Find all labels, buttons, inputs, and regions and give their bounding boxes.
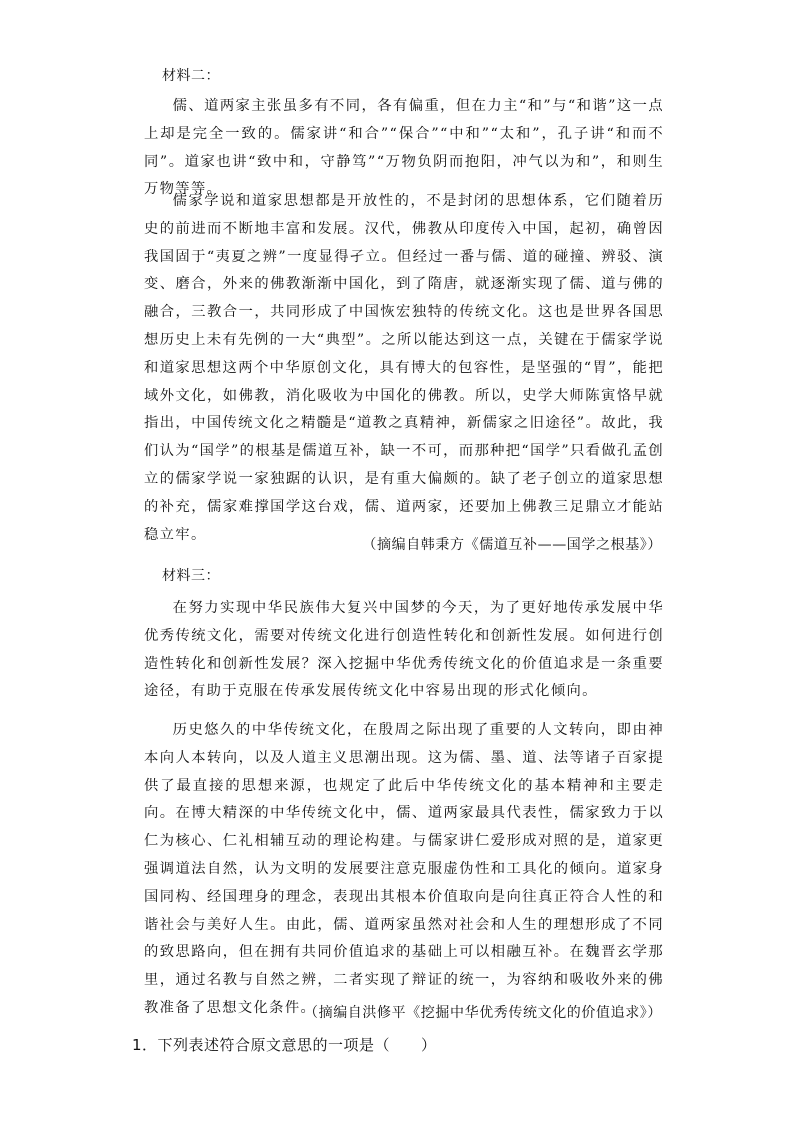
material-2-source: （摘编自韩秉方《儒道互补——国学之根基》） [362,537,662,553]
material-3-paragraph-1: 在努力实现中华民族伟大复兴中国梦的今天，为了更好地传承发展中华优秀传统文化，需要对传统文化进行创造性转化和创新性发展。如何进行创造性转化和创新性发展？深入挖掘中华优秀传统文化的价值追求是一条重要途径，有助于克服在传承发展传统文化中容易出现的形式化倾向。 [144,600,664,700]
material-2-paragraph-1: 儒、道两家主张虽多有不同，各有偏重，但在力主“和”与“和谐”这一点上却是完全一致的。儒家讲“和合”“保合”“中和”“太和”，孔子讲“和而不同”。道家也讲“致中和，守静笃”“万物负阴而抱阳，冲气以为和”，和则生万物等等。 [144,98,664,198]
material-2-label: 材料二： [162,68,220,84]
question-1-stem: 1．下列表述符合原文意思的一项是（ ） [132,1036,437,1054]
material-3-label: 材料三： [162,568,220,584]
material-3-source: （摘编自洪修平《挖掘中华优秀传统文化的价值追求》） [304,1005,662,1021]
material-3-paragraph-2: 历史悠久的中华传统文化，在殷周之际出现了重要的人文转向，即由神本向人本转向，以及人道主义思潮出现。这为儒、墨、道、法等诸子百家提供了最直接的思想来源，也规定了此后中华传统文化的基本精神和主要走向。在博大精深的中华传统文化中，儒、道两家最具代表性，儒家致力于以仁为核心、仁礼相辅互动的理论构建。与儒家讲仁爱形成对照的是，道家更强调道法自然，认为文明的发展要注意克服虚伪性和工具化的倾向。道家身国同构、经国理身的理念，表现出其根本价值取向是向往真正符合人性的和谐社会与美好人生。由此，儒、道两家虽然对社会和人生的理想形成了不同的致思路向，但在拥有共同价值追求的基础上可以相融互补。在魏晋玄学那里，通过名教与自然之辨，二者实现了辩证的统一，为容纳和吸收外来的佛教准备了思想文化条件。 [144,722,664,1016]
material-2-paragraph-2: 儒家学说和道家思想都是开放性的，不是封闭的思想体系，它们随着历史的前进而不断地丰富和发展。汉代，佛教从印度传入中国，起初，确曾因我国固于“夷夏之辨”一度显得孑立。但经过一番与儒、道的碰撞、辨驳、演变、磨合，外来的佛教渐渐中国化，到了隋唐，就逐渐实现了儒、道与佛的融合，三教合一，共同形成了中国恢宏独特的传统文化。这也是世界各国思想历史上未有先例的一大“典型”。之所以能达到这一点，关键在于儒家学说和道家思想这两个中华原创文化，具有博大的包容性，是坚强的“胃”，能把域外文化，如佛教，消化吸收为中国化的佛教。所以，史学大师陈寅恪早就指出，中国传统文化之精髓是“道教之真精神，新儒家之旧途径”。故此，我们认为“国学”的根基是儒道互补，缺一不可，而那种把“国学”只看做孔孟创立的儒家学说一家独踞的认识，是有重大偏颇的。缺了老子创立的道家思想的补充，儒家难撑国学这台戏，儒、道两家，还要加上佛教三足鼎立才能站稳立牢。 [144,193,664,543]
